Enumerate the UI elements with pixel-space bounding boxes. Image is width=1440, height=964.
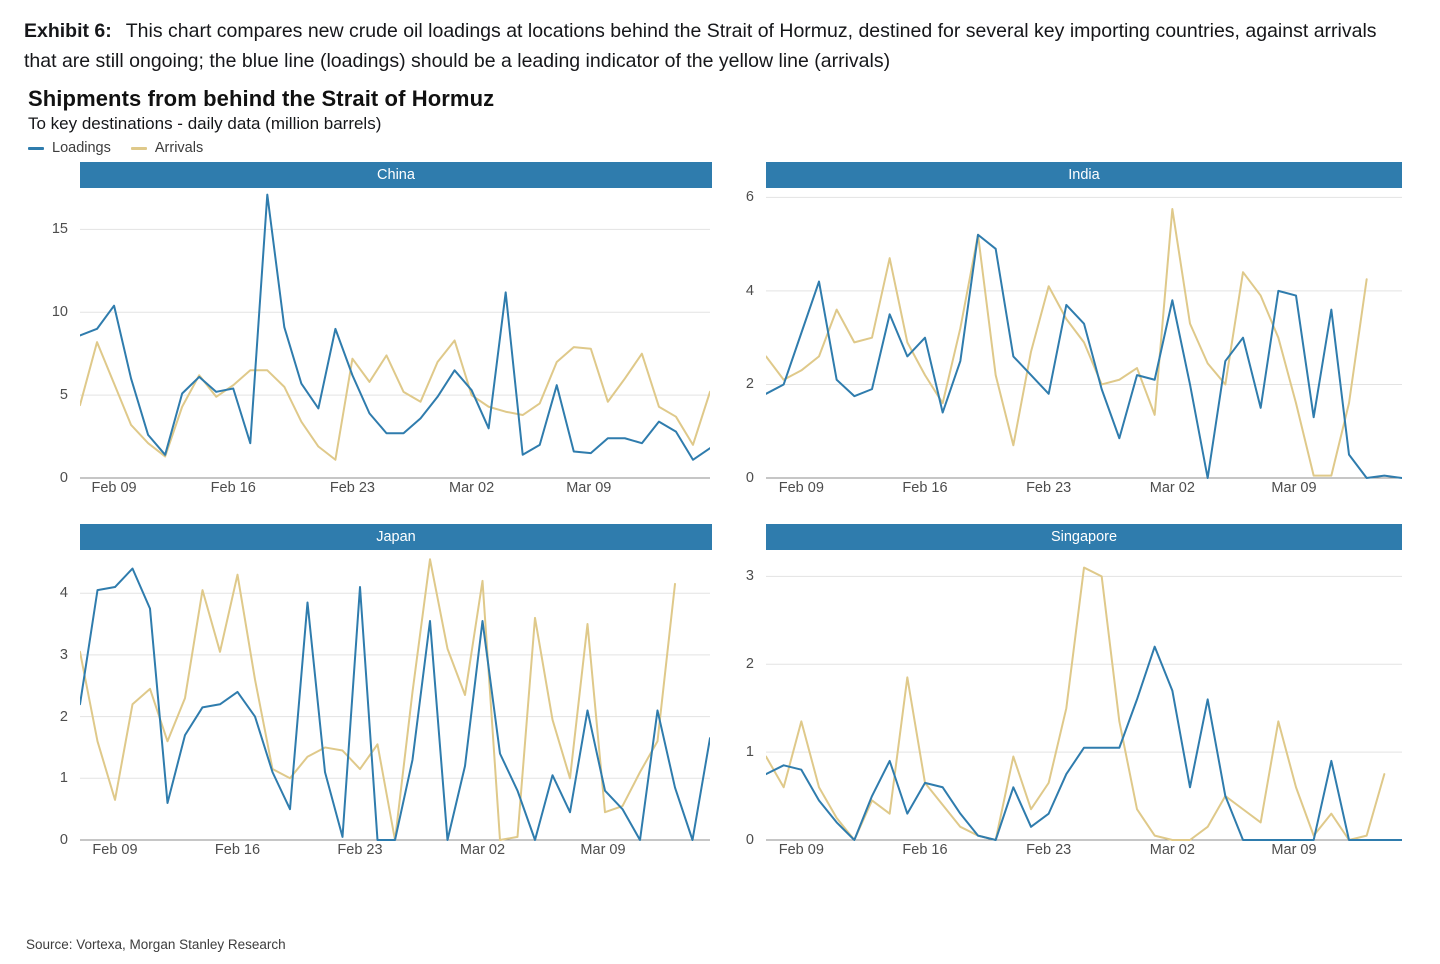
- x-tick-label: Feb 16: [902, 842, 948, 858]
- x-axis-india: [766, 480, 1402, 504]
- y-tick-label: 6: [745, 189, 754, 206]
- x-tick-label: Mar 09: [1271, 842, 1317, 858]
- legend-item-arrivals: [131, 140, 203, 156]
- y-tick-label: 3: [745, 568, 754, 585]
- exhibit-label: Exhibit 6:: [24, 20, 112, 42]
- y-axis-singapore: [718, 550, 760, 848]
- y-tick-label: 0: [59, 470, 68, 486]
- x-tick-label: Feb 23: [1026, 480, 1072, 496]
- plot-singapore: [766, 550, 1402, 840]
- plot-india: [766, 188, 1402, 478]
- x-tick-label: Feb 09: [91, 480, 137, 496]
- panel-title-india: India: [766, 162, 1402, 188]
- chart-title: Shipments from behind the Strait of Hormuz: [28, 86, 495, 111]
- x-tick-label: Feb 09: [92, 842, 138, 858]
- legend-label-loadings: Loadings: [52, 140, 111, 156]
- panel-singapore: [718, 524, 1404, 886]
- x-axis-japan: [80, 842, 710, 866]
- x-tick-label: Feb 09: [778, 480, 824, 496]
- y-tick-label: 0: [745, 470, 754, 486]
- y-tick-label: 2: [745, 376, 754, 393]
- y-axis-india: [718, 188, 760, 486]
- panel-title-japan: Japan: [80, 524, 712, 550]
- y-tick-label: 0: [745, 832, 754, 848]
- x-tick-label: Feb 16: [214, 842, 261, 858]
- exhibit-caption: [24, 16, 1414, 76]
- chart-legend: [28, 140, 1416, 156]
- x-tick-label: Mar 09: [580, 842, 626, 858]
- legend-swatch-arrivals: [131, 147, 147, 150]
- y-axis-japan: [26, 550, 74, 848]
- legend-label-arrivals: Arrivals: [154, 140, 204, 156]
- y-tick-label: 0: [59, 832, 68, 848]
- legend-swatch-loadings: [28, 147, 44, 150]
- x-tick-label: Mar 02: [459, 842, 506, 858]
- exhibit-caption-text: This chart compares new crude oil loadings at locations behind the Strait of Hormuz, destined for several key importing countries, against arrivals that are still ongoing; the blue line (loadings) should be a leading indicator of the yellow line (arrivals): [24, 20, 1377, 72]
- x-axis-china: [80, 480, 710, 504]
- x-axis-singapore: [766, 842, 1402, 866]
- chart-panel-grid: [26, 162, 1416, 886]
- x-tick-label: Mar 02: [1149, 480, 1195, 496]
- panel-japan: [26, 524, 712, 886]
- plot-japan: [80, 550, 710, 840]
- panel-india: [718, 162, 1404, 524]
- y-tick-label: 15: [51, 221, 68, 238]
- source-note: Source: Vortexa, Morgan Stanley Research: [26, 937, 286, 952]
- x-tick-label: Mar 02: [1149, 842, 1195, 858]
- y-tick-label: 4: [59, 585, 68, 602]
- panel-title-china: China: [80, 162, 712, 188]
- panel-china: [26, 162, 712, 524]
- x-tick-label: Feb 23: [1026, 842, 1072, 858]
- x-tick-label: Feb 16: [210, 480, 256, 496]
- y-tick-label: 2: [59, 708, 68, 725]
- legend-item-loadings: [28, 140, 111, 156]
- y-tick-label: 1: [745, 744, 754, 761]
- y-tick-label: 10: [51, 304, 68, 321]
- x-tick-label: Feb 23: [329, 480, 375, 496]
- x-tick-label: Mar 02: [449, 480, 495, 496]
- y-tick-label: 4: [745, 282, 754, 299]
- panel-title-singapore: Singapore: [766, 524, 1402, 550]
- y-tick-label: 2: [745, 656, 754, 673]
- x-tick-label: Feb 09: [778, 842, 824, 858]
- x-tick-label: Feb 23: [337, 842, 383, 858]
- y-tick-label: 3: [59, 646, 68, 663]
- x-tick-label: Feb 16: [902, 480, 948, 496]
- y-axis-china: [26, 188, 74, 486]
- y-tick-label: 1: [59, 770, 68, 787]
- y-tick-label: 5: [59, 387, 68, 404]
- chart-subtitle: To key destinations - daily data (million barrels): [28, 114, 382, 133]
- x-tick-label: Mar 09: [1271, 480, 1317, 496]
- x-tick-label: Mar 09: [566, 480, 612, 496]
- plot-china: [80, 188, 710, 478]
